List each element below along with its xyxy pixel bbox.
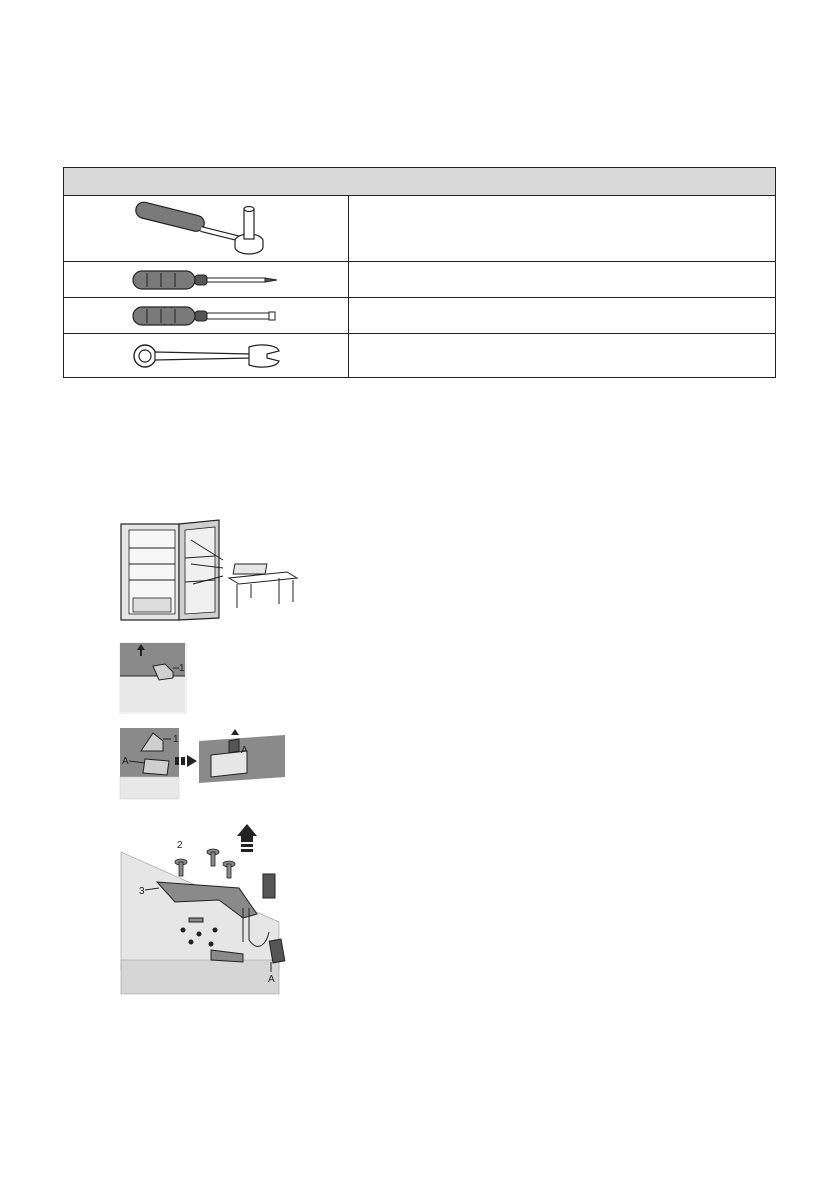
callout-3: 3 <box>139 886 145 897</box>
callout-2: 2 <box>177 840 183 851</box>
callout-1: 1 <box>179 663 185 674</box>
socket-wrench-icon <box>64 196 349 261</box>
tool-description <box>349 262 775 297</box>
tool-row <box>64 334 775 377</box>
tools-table-header <box>64 168 775 196</box>
tool-row <box>64 196 775 262</box>
tools-table <box>63 167 776 378</box>
phillips-screwdriver-icon <box>64 262 349 297</box>
flat-screwdriver-icon <box>64 298 349 333</box>
hinge-cover-illustration <box>119 642 189 714</box>
hinge-connector-illustration <box>119 727 289 801</box>
callout-1: 1 <box>173 734 179 745</box>
hinge-screws-illustration <box>119 822 299 998</box>
tool-description <box>349 298 775 333</box>
tool-row <box>64 262 775 298</box>
fridge-door-removal-illustration <box>119 518 299 622</box>
combination-wrench-icon <box>64 334 349 377</box>
tool-description <box>349 196 775 261</box>
tool-description <box>349 334 775 377</box>
callout-a-right: A <box>241 745 248 756</box>
tool-row <box>64 298 775 334</box>
callout-a-left: A <box>122 756 129 767</box>
callout-a: A <box>268 974 275 985</box>
